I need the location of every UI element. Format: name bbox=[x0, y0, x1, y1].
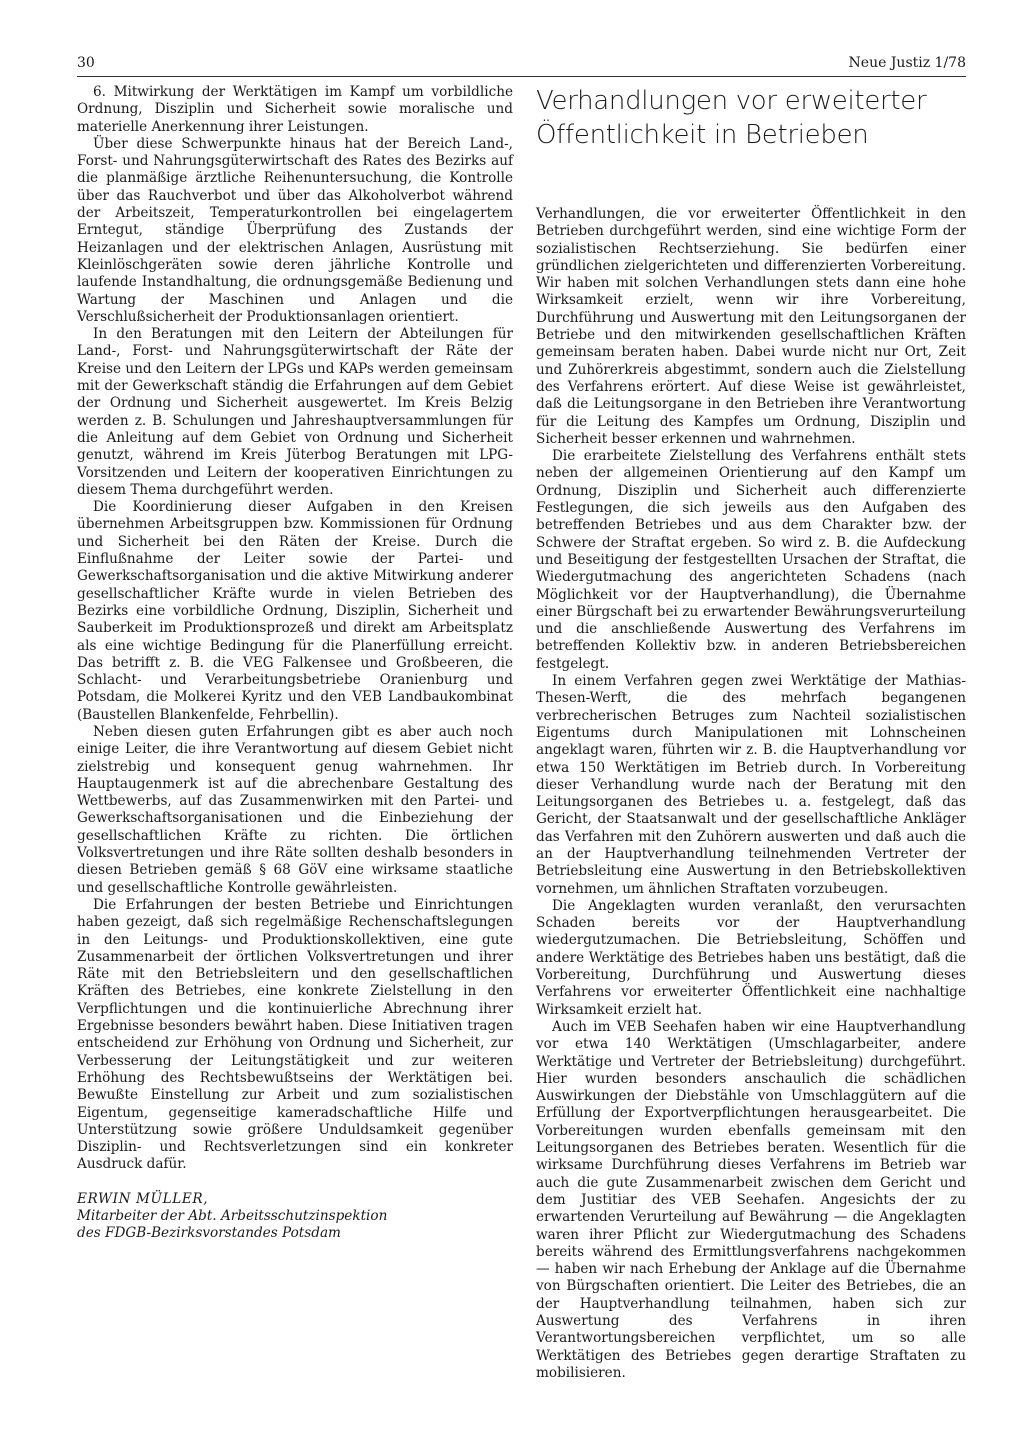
paragraph: Auch im VEB Seehafen haben wir eine Hauptverhandlung vor etwa 140 Werktätigen (Umschlagarbeiter, andere Werktätige und Vertreter der Betriebsleitung) durchgeführt. Hier wurden besonders anschaulich die schädlichen Auswirkungen der Diebstähle von Umschlaggütern auf die Erfüllung der Exportverpflichtungen herausgearbeitet. Die Vorbereitungen wurden ebenfalls gemeinsam mit den Leitungsorganen des Betriebes beraten. Wesentlich für die wirksame Durchführung dieses Verfahrens im Betrieb war auch die gute Zusammenarbeit zwischen dem Gericht und dem Justitiar des VEB Seehafen. Angesichts der zu erwartenden Verurteilung auf Bewährung — die Angeklagten waren ihrer Pflicht zur Wiedergutmachung des Schadens bereits während des Ermittlungsverfahrens nachgekommen — haben wir nach Erhebung der Anklage auf die Übernahme von Bürgschaften orientiert. Die Leiter des Betriebes, die an der Hauptverhandlung teilnahmen, haben sich zur Auswertung des Verfahrens in ihren Verantwortungsbereichen verpflichtet, um so alle Werktätigen des Betriebes gegen derartige Straftaten zu mobilisieren. bbox=[536, 1018, 966, 1381]
page-number: 30 bbox=[77, 55, 95, 71]
author-signature bbox=[77, 1191, 513, 1243]
paragraph: In einem Verfahren gegen zwei Werktätige der Mathias-Thesen-Werft, die des mehrfach begangenen verbrecherischen Betruges zum Nachteil sozialistischen Eigentums durch Manipulationen mit Lohnscheinen angeklagt waren, führten wir z. B. die Hauptverhandlung vor etwa 150 Werktätigen im Betrieb durch. In Vorbereitung dieser Verhandlung wurde nach der Beratung mit den Leitungsorganen des Betriebes u. a. festgelegt, daß das Gericht, der Staatsanwalt und der gesellschaftliche Ankläger das Verfahren mit den Zuhörern auswerten und daß auch die an der Hauptverhandlung teilnehmenden Vertreter der Betriebsleitung eine Auswertung in den Betriebskollektiven vornehmen, um ähnlichen Straftaten vorzubeugen. bbox=[536, 673, 966, 897]
author-name: ERWIN MÜLLER, bbox=[77, 1190, 209, 1207]
paragraph: In den Beratungen mit den Leitern der Abteilungen für Land-, Forst- und Nahrungsgüterwirtschaft der Räte der Kreise und den Leitern der LPGs und KAPs werden gemeinsam mit der Gewerkschaft ständig die Erfahrungen auf dem Gebiet der Ordnung und Sicherheit ausgewertet. Im Kreis Belzig werden z. B. Schulungen und Jahreshauptversammlungen für die Anleitung auf dem Gebiet von Ordnung und Sicherheit genutzt, während im Kreis Jüterbog Beratungen mit LPG-Vorsitzenden und Leitern der kooperativen Einrichtungen zu diesem Thema durchgeführt werden. bbox=[77, 326, 513, 498]
paragraph: Die Koordinierung dieser Aufgaben in den Kreisen übernehmen Arbeitsgruppen bzw. Kommissionen für Ordnung und Sicherheit bei den Räten der Kreise. Durch die Einflußnahme der Leiter sowie der Partei- und Gewerkschaftsorganisation und die aktive Mitwirkung anderer gesellschaftlicher Kräfte wurde in vielen Betrieben des Bezirks eine vorbildliche Ordnung, Disziplin, Sicherheit und Sauberkeit im Produktionsprozeß und direkt am Arbeitsplatz als eine wichtige Bedingung für die Planerfüllung erreicht. Das betrifft z. B. die VEG Falkensee und Großbeeren, die Schlacht- und Verarbeitungsbetriebe Oranienburg und Potsdam, die Molkerei Kyritz und den VEB Landbaukombinat (Baustellen Blankenfelde, Fehrbellin). bbox=[77, 499, 513, 723]
journal-title: Neue Justiz 1/78 bbox=[848, 55, 966, 71]
right-column bbox=[536, 84, 966, 1382]
paragraph: Die Angeklagten wurden veranlaßt, den verursachten Schaden bereits vor der Hauptverhandlung wiedergutzumachen. Die Betriebsleitung, Schöffen und andere Werktätige des Betriebes haben uns bestätigt, daß die Vorbereitung, Durchführung und Auswertung dieses Verfahrens vor erweiterter Öffentlichkeit eine nachhaltige Wirksamkeit erzielt hat. bbox=[536, 897, 966, 1018]
paragraph: Die Erfahrungen der besten Betriebe und Einrichtungen haben gezeigt, daß sich regelmäßige Rechenschaftslegungen in den Leitungs- und Produktionskollektiven, eine gute Zusammenarbeit der örtlichen Volksvertretungen und ihrer Räte mit den Betriebsleitern und den gesellschaftlichen Kräften des Betriebes, eine konkrete Zielstellung in den Verpflichtungen und die kontinuierliche Abrechnung ihrer Ergebnisse besonders bewährt haben. Diese Initiativen tragen entscheidend zur Erhöhung von Ordnung und Sicherheit, zur Verbesserung der Leitungstätigkeit und zur weiteren Erhöhung des Rechtsbewußtseins der Werktätigen bei. Bewußte Einstellung zur Arbeit und zum sozialistischen Eigentum, gegenseitige kameradschaftliche Hilfe und Unterstützung sowie größere Unduldsamkeit gegenüber Disziplin- und Rechtsverletzungen sind ein konkreter Ausdruck dafür. bbox=[77, 896, 513, 1173]
paragraph: Die erarbeitete Zielstellung des Verfahrens enthält stets neben der allgemeinen Orientierung auf den Kampf um Ordnung, Disziplin und Sicherheit auch differenzierte Festlegungen, die sich jeweils aus den Aufgaben des betreffenden Betriebes und aus dem Charakter bzw. der Schwere der Straftat ergeben. So wird z. B. die Aufdeckung und Beseitigung der festgestellten Ursachen der Straftat, die Wiedergutmachung des angerichteten Schadens (nach Möglichkeit vor der Hauptverhandlung), die Übernahme einer Bürgschaft bei zu erwartender Bewährungsverurteilung und die anschließende Auswertung des Verfahrens im betreffenden Kollektiv bzw. in anderen Betriebsbereichen festgelegt. bbox=[536, 448, 966, 672]
header-rule bbox=[77, 76, 966, 77]
left-column bbox=[77, 84, 513, 1243]
article-title: Verhandlungen vor erweiterter Öffentlichkeit in Betrieben bbox=[536, 86, 927, 150]
paragraph: Neben diesen guten Erfahrungen gibt es aber auch noch einige Leiter, die ihre Verantwortung auf diesem Gebiet nicht zielstrebig und konsequent genug wahrnehmen. Ihr Hauptaugenmerk ist auf die abrechenbare Gestaltung des Wettbewerbs, auf das Zusammenwirken mit den Partei- und Gewerkschaftsorganisationen und die Einbeziehung der gesellschaftlichen Kräfte zu richten. Die örtlichen Volksvertretungen und ihre Räte sollten deshalb besonders in diesen Betrieben gemäß § 68 GöV eine wirksame staatliche und gesellschaftliche Kontrolle gewährleisten. bbox=[77, 723, 513, 896]
paragraph: Über diese Schwerpunkte hinaus hat der Bereich Land-, Forst- und Nahrungsgüterwirtschaft des Rates des Bezirks auf die planmäßige ärztliche Reihenuntersuchung, die Kontrolle über das Rauchverbot und über das Alkoholverbot während der Arbeitszeit, Temperaturkontrollen bei eingelagertem Erntegut, ständige Überprüfung des Zustands der Heizanlagen und der elektrischen Anlagen, Ausrüstung mit Kleinlöschgeräten sowie deren jährliche Kontrolle und laufende Instandhaltung, die ordnungsgemäße Bedienung und Wartung der Maschinen und Anlagen und die Verschlußsicherheit der Produktionsanlagen orientiert. bbox=[77, 135, 513, 325]
paragraph: Verhandlungen, die vor erweiterter Öffentlichkeit in den Betrieben durchgeführt werden, sind eine wichtige Form der sozialistischen Rechtserziehung. Sie bedürfen einer gründlichen zielgerichteten und differenzierten Vorbereitung. Wir haben mit solchen Verhandlungen stets dann eine hohe Wirksamkeit erzielt, wenn wir ihre Vorbereitung, Durchführung und Auswertung mit den Leitungsorganen der Betriebe und den mitwirkenden gesellschaftlichen Kräften gemeinsam beraten haben. Dabei wurde nicht nur Ort, Zeit und Zuhörerkreis abgestimmt, sondern auch die Zielstellung des Verfahrens erörtert. Auf diese Weise ist gewährleistet, daß die Leitungsorgane in den Betrieben ihre Verantwortung für die Leitung des Kampfes um Ordnung, Disziplin und Sicherheit besser erkennen und wahrnehmen. bbox=[536, 206, 966, 447]
author-organization: des FDGB-Bezirksvorstandes Potsdam bbox=[77, 1225, 341, 1242]
author-role: Mitarbeiter der Abt. Arbeitsschutzinspektion bbox=[77, 1208, 388, 1224]
list-item: 6. Mitwirkung der Werktätigen im Kampf um vorbildliche Ordnung, Disziplin und Sicherheit sowie moralische und materielle Anerkennung ihrer Leistungen. bbox=[77, 84, 513, 135]
